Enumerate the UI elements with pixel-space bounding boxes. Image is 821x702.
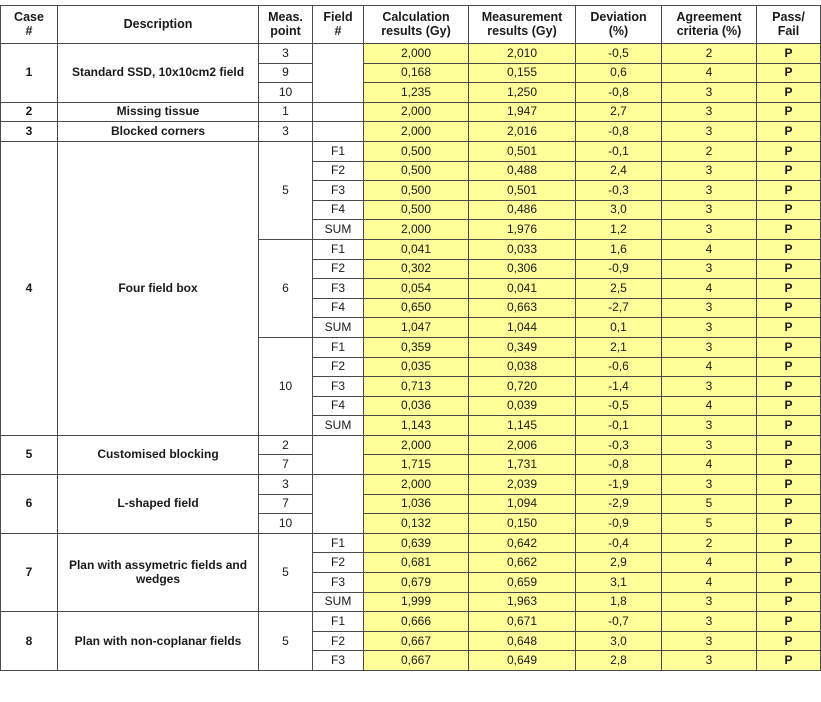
calculation-value: 0,500 <box>364 181 469 201</box>
deviation-value: -0,8 <box>576 122 662 142</box>
case-description: Missing tissue <box>58 102 259 122</box>
deviation-value: -1,9 <box>576 475 662 495</box>
agreement-value: 3 <box>662 612 757 632</box>
calculation-value: 2,000 <box>364 475 469 495</box>
calculation-value: 2,000 <box>364 122 469 142</box>
deviation-value: -0,5 <box>576 396 662 416</box>
deviation-value: -0,4 <box>576 533 662 553</box>
measurement-value: 0,642 <box>469 533 576 553</box>
agreement-value: 3 <box>662 631 757 651</box>
pass-fail-value: P <box>757 181 821 201</box>
deviation-value: 1,6 <box>576 239 662 259</box>
field-id: F3 <box>313 651 364 671</box>
header-meas-point: Meas. point <box>259 6 313 44</box>
agreement-value: 3 <box>662 416 757 436</box>
measurement-value: 0,662 <box>469 553 576 573</box>
pass-fail-value: P <box>757 592 821 612</box>
calculation-value: 0,035 <box>364 357 469 377</box>
calculation-value: 0,681 <box>364 553 469 573</box>
agreement-value: 3 <box>662 592 757 612</box>
calculation-value: 2,000 <box>364 220 469 240</box>
deviation-value: 2,5 <box>576 279 662 299</box>
pass-fail-value: P <box>757 357 821 377</box>
table-row <box>1 435 821 455</box>
case-description: Four field box <box>58 141 259 435</box>
deviation-value: -0,5 <box>576 44 662 64</box>
field-id: SUM <box>313 318 364 338</box>
measurement-value: 0,649 <box>469 651 576 671</box>
case-description: Customised blocking <box>58 435 259 474</box>
measurement-value: 2,010 <box>469 44 576 64</box>
field-id: F3 <box>313 573 364 593</box>
header-pass-fail: Pass/ Fail <box>757 6 821 44</box>
measurement-value: 0,648 <box>469 631 576 651</box>
calculation-value: 0,667 <box>364 631 469 651</box>
measurement-value: 2,016 <box>469 122 576 142</box>
pass-fail-value: P <box>757 279 821 299</box>
deviation-value: 3,0 <box>576 200 662 220</box>
measurement-value: 0,306 <box>469 259 576 279</box>
calculation-value: 0,639 <box>364 533 469 553</box>
agreement-value: 4 <box>662 239 757 259</box>
pass-fail-value: P <box>757 416 821 436</box>
agreement-value: 3 <box>662 651 757 671</box>
calculation-value: 0,500 <box>364 200 469 220</box>
calculation-value: 2,000 <box>364 435 469 455</box>
calculation-value: 0,679 <box>364 573 469 593</box>
calculation-value: 1,143 <box>364 416 469 436</box>
agreement-value: 4 <box>662 396 757 416</box>
pass-fail-value: P <box>757 259 821 279</box>
case-description: Plan with non-coplanar fields <box>58 612 259 671</box>
measurement-value: 2,006 <box>469 435 576 455</box>
case-description: L-shaped field <box>58 475 259 534</box>
field-id: F3 <box>313 279 364 299</box>
case-number: 8 <box>1 612 58 671</box>
agreement-value: 4 <box>662 357 757 377</box>
deviation-value: -0,8 <box>576 455 662 475</box>
case-number: 3 <box>1 122 58 142</box>
deviation-value: 0,6 <box>576 63 662 83</box>
case-number: 5 <box>1 435 58 474</box>
deviation-value: 2,9 <box>576 553 662 573</box>
table-row <box>1 533 821 553</box>
pass-fail-value: P <box>757 612 821 632</box>
agreement-value: 4 <box>662 63 757 83</box>
agreement-value: 3 <box>662 220 757 240</box>
deviation-value: -0,6 <box>576 357 662 377</box>
measurement-value: 0,720 <box>469 377 576 397</box>
calculation-value: 0,054 <box>364 279 469 299</box>
pass-fail-value: P <box>757 220 821 240</box>
deviation-value: 2,1 <box>576 337 662 357</box>
measurement-value: 0,033 <box>469 239 576 259</box>
calculation-value: 0,168 <box>364 63 469 83</box>
agreement-value: 3 <box>662 181 757 201</box>
deviation-value: -0,3 <box>576 435 662 455</box>
measurement-value: 0,659 <box>469 573 576 593</box>
header-measurement: Measurement results (Gy) <box>469 6 576 44</box>
pass-fail-value: P <box>757 435 821 455</box>
calculation-value: 2,000 <box>364 44 469 64</box>
deviation-value: 3,1 <box>576 573 662 593</box>
pass-fail-value: P <box>757 318 821 338</box>
deviation-value: -0,1 <box>576 416 662 436</box>
field-id: F2 <box>313 553 364 573</box>
field-id: F1 <box>313 612 364 632</box>
agreement-value: 2 <box>662 44 757 64</box>
calculation-value: 0,500 <box>364 161 469 181</box>
measurement-value: 1,044 <box>469 318 576 338</box>
agreement-value: 3 <box>662 298 757 318</box>
meas-point: 3 <box>259 475 313 495</box>
deviation-value: -0,3 <box>576 181 662 201</box>
agreement-value: 4 <box>662 279 757 299</box>
case-number: 2 <box>1 102 58 122</box>
case-number: 1 <box>1 44 58 103</box>
table-row <box>1 475 821 495</box>
pass-fail-value: P <box>757 377 821 397</box>
deviation-value: 2,4 <box>576 161 662 181</box>
measurement-value: 1,976 <box>469 220 576 240</box>
agreement-value: 3 <box>662 83 757 103</box>
case-description: Plan with assymetric fields and wedges <box>58 533 259 611</box>
field-id: F2 <box>313 259 364 279</box>
measurement-value: 0,671 <box>469 612 576 632</box>
meas-point: 7 <box>259 455 313 475</box>
header-field: Field # <box>313 6 364 44</box>
field-id <box>313 102 364 122</box>
case-number: 6 <box>1 475 58 534</box>
agreement-value: 3 <box>662 259 757 279</box>
field-id <box>313 122 364 142</box>
deviation-value: 2,7 <box>576 102 662 122</box>
pass-fail-value: P <box>757 396 821 416</box>
agreement-value: 2 <box>662 141 757 161</box>
field-id: SUM <box>313 416 364 436</box>
calculation-value: 2,000 <box>364 102 469 122</box>
agreement-value: 3 <box>662 318 757 338</box>
deviation-value: 0,1 <box>576 318 662 338</box>
pass-fail-value: P <box>757 141 821 161</box>
meas-point: 5 <box>259 533 313 611</box>
field-id: F1 <box>313 533 364 553</box>
deviation-value: -0,1 <box>576 141 662 161</box>
measurement-value: 1,145 <box>469 416 576 436</box>
calculation-value: 0,667 <box>364 651 469 671</box>
measurement-value: 1,250 <box>469 83 576 103</box>
calculation-value: 1,036 <box>364 494 469 514</box>
pass-fail-value: P <box>757 573 821 593</box>
pass-fail-value: P <box>757 102 821 122</box>
measurement-value: 0,150 <box>469 514 576 534</box>
agreement-value: 3 <box>662 435 757 455</box>
deviation-value: 1,2 <box>576 220 662 240</box>
agreement-value: 5 <box>662 494 757 514</box>
calculation-value: 1,235 <box>364 83 469 103</box>
table-row <box>1 102 821 122</box>
field-id: SUM <box>313 220 364 240</box>
agreement-value: 3 <box>662 161 757 181</box>
measurement-value: 1,947 <box>469 102 576 122</box>
header-agreement: Agreement criteria (%) <box>662 6 757 44</box>
deviation-value: -2,9 <box>576 494 662 514</box>
measurement-value: 0,041 <box>469 279 576 299</box>
calculation-value: 1,047 <box>364 318 469 338</box>
calculation-value: 0,713 <box>364 377 469 397</box>
meas-point: 10 <box>259 83 313 103</box>
agreement-value: 3 <box>662 337 757 357</box>
calculation-value: 0,359 <box>364 337 469 357</box>
meas-point: 3 <box>259 122 313 142</box>
pass-fail-value: P <box>757 651 821 671</box>
header-case: Case # <box>1 6 58 44</box>
field-id: SUM <box>313 592 364 612</box>
header-description: Description <box>58 6 259 44</box>
pass-fail-value: P <box>757 533 821 553</box>
case-number: 7 <box>1 533 58 611</box>
agreement-value: 5 <box>662 514 757 534</box>
measurement-value: 1,963 <box>469 592 576 612</box>
meas-point: 10 <box>259 337 313 435</box>
deviation-value: 2,8 <box>576 651 662 671</box>
measurement-value: 2,039 <box>469 475 576 495</box>
measurement-value: 0,039 <box>469 396 576 416</box>
calculation-value: 1,999 <box>364 592 469 612</box>
measurement-value: 0,501 <box>469 141 576 161</box>
meas-point: 9 <box>259 63 313 83</box>
meas-point: 1 <box>259 102 313 122</box>
field-id: F3 <box>313 377 364 397</box>
pass-fail-value: P <box>757 475 821 495</box>
pass-fail-value: P <box>757 122 821 142</box>
field-id <box>313 475 364 534</box>
agreement-value: 4 <box>662 573 757 593</box>
meas-point: 6 <box>259 239 313 337</box>
agreement-value: 3 <box>662 122 757 142</box>
calculation-value: 0,650 <box>364 298 469 318</box>
calculation-value: 0,666 <box>364 612 469 632</box>
field-id: F1 <box>313 141 364 161</box>
field-id <box>313 435 364 474</box>
agreement-value: 3 <box>662 102 757 122</box>
pass-fail-value: P <box>757 553 821 573</box>
field-id: F1 <box>313 239 364 259</box>
measurement-value: 1,094 <box>469 494 576 514</box>
measurement-value: 0,663 <box>469 298 576 318</box>
deviation-value: -0,9 <box>576 514 662 534</box>
table-row <box>1 141 821 161</box>
field-id: F4 <box>313 200 364 220</box>
meas-point: 3 <box>259 44 313 64</box>
pass-fail-value: P <box>757 161 821 181</box>
measurement-value: 0,038 <box>469 357 576 377</box>
field-id: F1 <box>313 337 364 357</box>
case-description: Blocked corners <box>58 122 259 142</box>
calculation-value: 0,132 <box>364 514 469 534</box>
field-id: F4 <box>313 298 364 318</box>
measurement-value: 0,155 <box>469 63 576 83</box>
measurement-value: 1,731 <box>469 455 576 475</box>
pass-fail-value: P <box>757 455 821 475</box>
pass-fail-value: P <box>757 514 821 534</box>
calculation-value: 1,715 <box>364 455 469 475</box>
deviation-value: 3,0 <box>576 631 662 651</box>
field-id: F2 <box>313 161 364 181</box>
table-row <box>1 122 821 142</box>
deviation-value: -0,7 <box>576 612 662 632</box>
measurement-value: 0,486 <box>469 200 576 220</box>
calculation-value: 0,302 <box>364 259 469 279</box>
agreement-value: 4 <box>662 553 757 573</box>
pass-fail-value: P <box>757 83 821 103</box>
pass-fail-value: P <box>757 494 821 514</box>
deviation-value: -0,9 <box>576 259 662 279</box>
field-id <box>313 44 364 103</box>
results-table <box>0 5 821 671</box>
meas-point: 10 <box>259 514 313 534</box>
table-row <box>1 44 821 64</box>
deviation-value: 1,8 <box>576 592 662 612</box>
field-id: F2 <box>313 631 364 651</box>
header-deviation: Deviation (%) <box>576 6 662 44</box>
meas-point: 5 <box>259 612 313 671</box>
deviation-value: -1,4 <box>576 377 662 397</box>
pass-fail-value: P <box>757 239 821 259</box>
pass-fail-value: P <box>757 298 821 318</box>
measurement-value: 0,488 <box>469 161 576 181</box>
agreement-value: 3 <box>662 200 757 220</box>
header-row <box>1 6 821 44</box>
header-calculation: Calculation results (Gy) <box>364 6 469 44</box>
field-id: F4 <box>313 396 364 416</box>
pass-fail-value: P <box>757 200 821 220</box>
calculation-value: 0,036 <box>364 396 469 416</box>
deviation-value: -0,8 <box>576 83 662 103</box>
agreement-value: 4 <box>662 455 757 475</box>
calculation-value: 0,041 <box>364 239 469 259</box>
meas-point: 7 <box>259 494 313 514</box>
pass-fail-value: P <box>757 44 821 64</box>
pass-fail-value: P <box>757 63 821 83</box>
table-row <box>1 612 821 632</box>
agreement-value: 3 <box>662 377 757 397</box>
agreement-value: 2 <box>662 533 757 553</box>
case-description: Standard SSD, 10x10cm2 field <box>58 44 259 103</box>
pass-fail-value: P <box>757 631 821 651</box>
meas-point: 5 <box>259 141 313 239</box>
agreement-value: 3 <box>662 475 757 495</box>
deviation-value: -2,7 <box>576 298 662 318</box>
field-id: F3 <box>313 181 364 201</box>
field-id: F2 <box>313 357 364 377</box>
case-number: 4 <box>1 141 58 435</box>
calculation-value: 0,500 <box>364 141 469 161</box>
measurement-value: 0,349 <box>469 337 576 357</box>
measurement-value: 0,501 <box>469 181 576 201</box>
meas-point: 2 <box>259 435 313 455</box>
pass-fail-value: P <box>757 337 821 357</box>
